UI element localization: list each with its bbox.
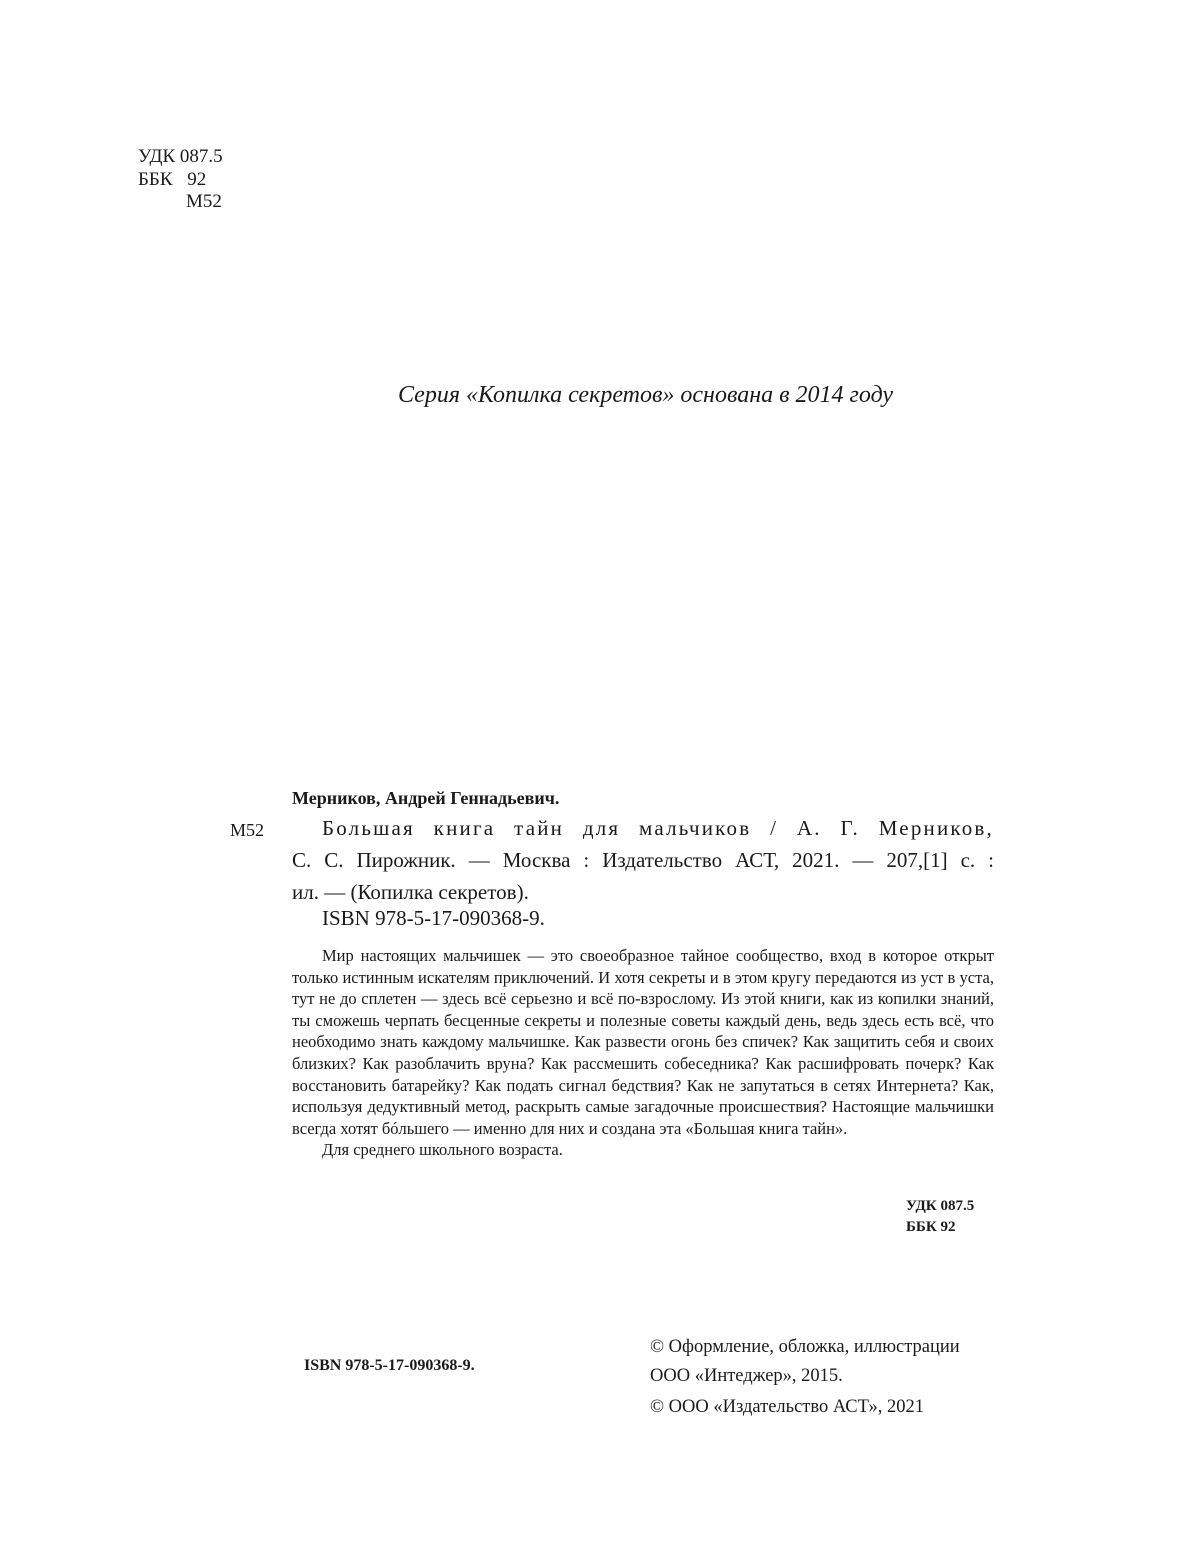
description-line-2: С. С. Пирожник. — Москва : Издательство АСТ, 2021. — 207,[1] с. : — [292, 848, 994, 872]
series-note: Серия «Копилка секретов» основана в 2014 году — [398, 382, 894, 408]
udk-value: 087.5 — [179, 146, 223, 167]
author-code: М52 — [186, 191, 222, 212]
catalog-author-code: М52 — [230, 820, 265, 840]
isbn-line: ISBN 978-5-17-090368-9. — [322, 906, 545, 930]
copyright-block — [650, 1333, 960, 1422]
annotation — [292, 945, 994, 1161]
description-line-1: Большая книга тайн для мальчиков / А. Г. Мерников, — [322, 816, 994, 840]
udk-code: УДК 087.5 — [906, 1198, 975, 1214]
udk-row — [138, 146, 223, 169]
classification-codes-bottom — [906, 1196, 974, 1238]
audience-note: Для среднего школьного возраста. — [322, 1140, 563, 1160]
udk-label: УДК — [138, 146, 176, 167]
annotation-text: Мир настоящих мальчишек — это своеобразное тайное сообщество, вход в которое открыт только истинным искателям приключений. И хотя секреты и в этом кругу передаются из уст в уста, тут не до сплетен — здесь всё серьезно и всё по-взрослому. Из этой книги, как из копилки знаний, ты сможешь черпать бесценные секреты и полезные советы каждый день, ведь здесь есть всё, что необходимо знать каждому мальчишке. Как развести огонь без спичек? Как защитить себя и своих близких? Как разоблачить вруна? Как рассмешить собеседника? Как расшифровать почерк? Как восстановить батарейку? Как подать сигнал бедствия? Как не запутаться в сетях Интернета? Как, используя дедуктивный метод, раскрыть самые загадочные происшествия? Настоящие мальчишки всегда хотят бóльшего — именно для них и создана эта «Большая книга тайн». — [292, 946, 994, 1138]
classification-block — [138, 146, 223, 214]
copyright-line-1: © Оформление, обложка, иллюстрации — [650, 1337, 960, 1357]
bbk-label: ББК — [138, 168, 173, 190]
copyright-line-2: ООО «Интеджер», 2015. — [650, 1366, 843, 1386]
copyright-line-3: © ООО «Издательство АСТ», 2021 — [650, 1397, 924, 1417]
description-line-3: ил. — (Копилка секретов). — [292, 880, 529, 904]
author-heading: Мерников, Андрей Геннадьевич. — [292, 788, 560, 808]
bbk-value: 92 — [187, 168, 207, 190]
isbn-bold: ISBN 978-5-17-090368-9. — [304, 1357, 475, 1374]
bibliographic-description — [292, 812, 994, 908]
bbk-row — [138, 169, 223, 192]
author-code-row — [138, 191, 223, 214]
bbk-code: ББК 92 — [906, 1219, 956, 1235]
